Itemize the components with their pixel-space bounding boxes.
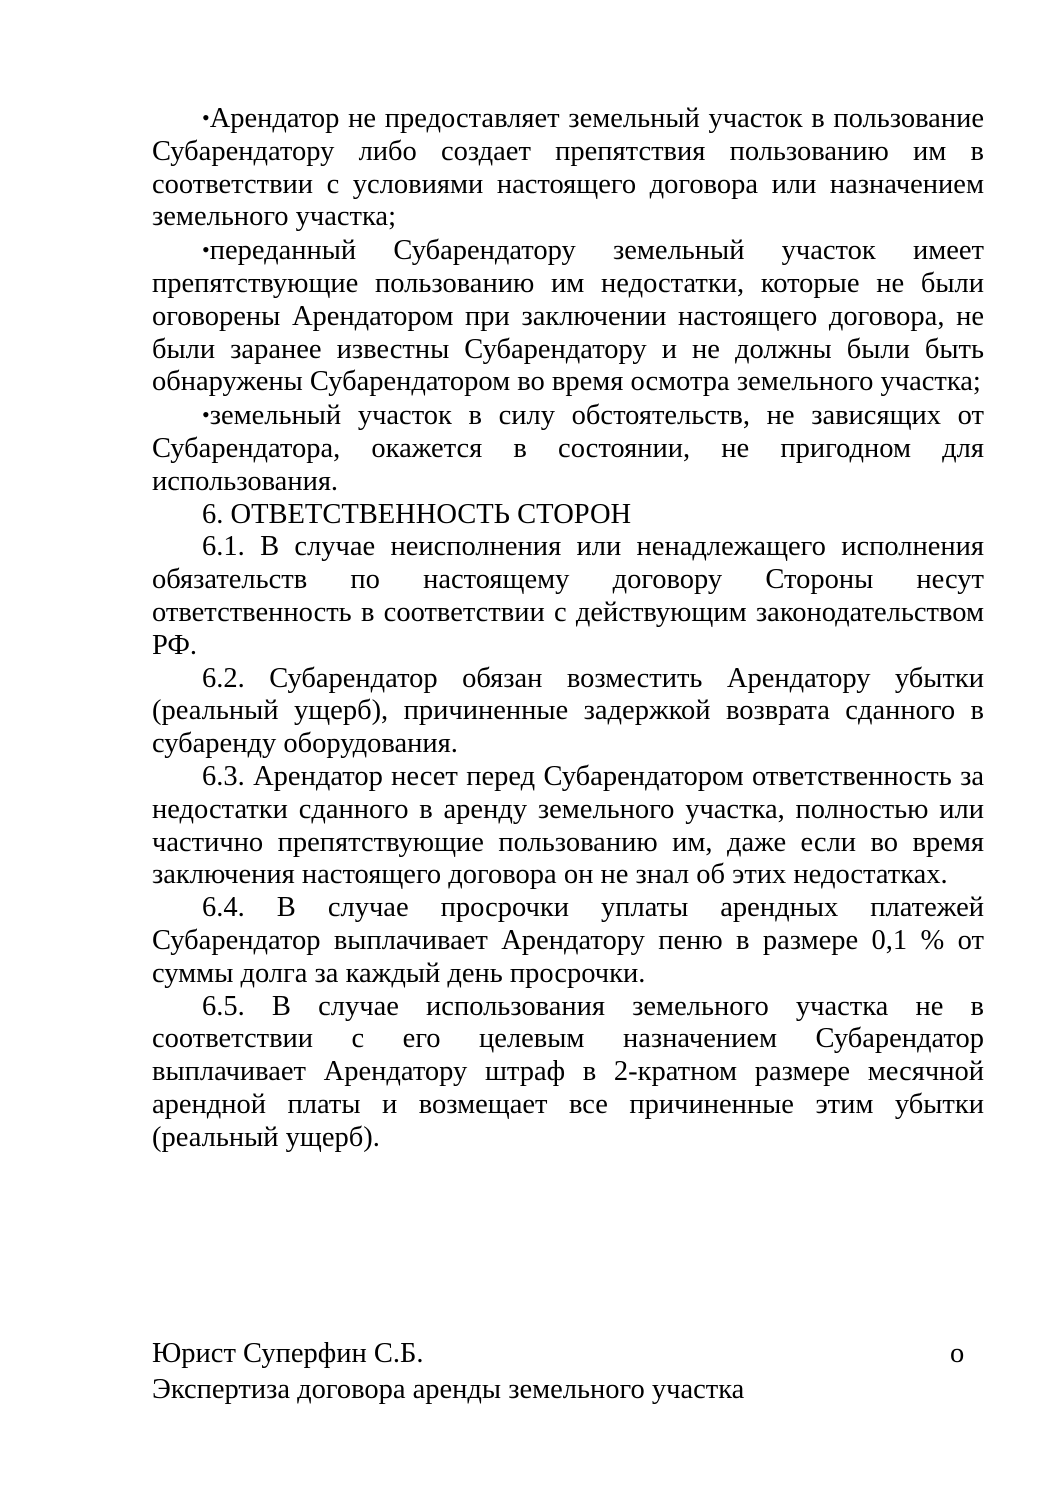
bullet-item <box>152 399 984 498</box>
bullet-item <box>152 234 984 399</box>
bullet-text: переданный Субарендатору земельный участок имеет препятствующие пользованию им недостатки, которые не были оговорены Арендатором при заключении настоящего договора, не были заранее известны Субарендатору и не должны были быть обнаружены Субарендатором во время осмотра земельного участка; <box>152 235 984 398</box>
clause-6-2: 6.2. Субарендатор обязан возместить Арендатору убытки (реальный ущерб), причиненные задержкой возврата сданного в субаренду оборудования. <box>152 662 984 760</box>
clause-6-5: 6.5. В случае использования земельного участка не в соответствии с его целевым назначением Субарендатор выплачивает Арендатору штраф в 2-кратном размере месячной арендной платы и возмещает все причиненные этим убытки (реальный ущерб). <box>152 990 984 1153</box>
bullet-marker: • <box>202 402 210 428</box>
bullet-marker: • <box>202 105 210 130</box>
bullet-marker: • <box>202 237 210 263</box>
bullet-item <box>152 102 984 234</box>
footer-document-title: Экспертиза договора аренды земельного участка <box>152 1374 745 1405</box>
bullet-text: Арендатор не предоставляет земельный участок в пользование Субарендатору либо создает препятствия пользованию им в соответствии с условиями настоящего договора или назначением земельного участка; <box>152 103 984 233</box>
bullet-text: земельный участок в силу обстоятельств, не зависящих от Субарендатора, окажется в состоянии, не пригодном для использования. <box>152 400 984 497</box>
clause-6-4: 6.4. В случае просрочки уплаты арендных платежей Субарендатор выплачивает Арендатору пеню в размере 0,1 % от суммы долга за каждый день просрочки. <box>152 892 984 989</box>
footer-author: Юрист Суперфин С.Б. <box>152 1338 424 1369</box>
clause-6-1: 6.1. В случае неисполнения или ненадлежащего исполнения обязательств по настоящему договору Стороны несут ответственность в соответствии с действующим законодательством РФ. <box>152 531 984 661</box>
page-number: о <box>950 1338 965 1369</box>
document-body <box>152 102 984 1155</box>
section-heading: 6. ОТВЕТСТВЕННОСТЬ СТОРОН <box>202 498 632 530</box>
clause-6-3: 6.3. Арендатор несет перед Субарендатором ответственность за недостатки сданного в аренду земельного участка, полностью или частично препятствующие пользованию им, даже если во время заключения настоящего договора он не знал об этих недостатках. <box>152 760 984 891</box>
